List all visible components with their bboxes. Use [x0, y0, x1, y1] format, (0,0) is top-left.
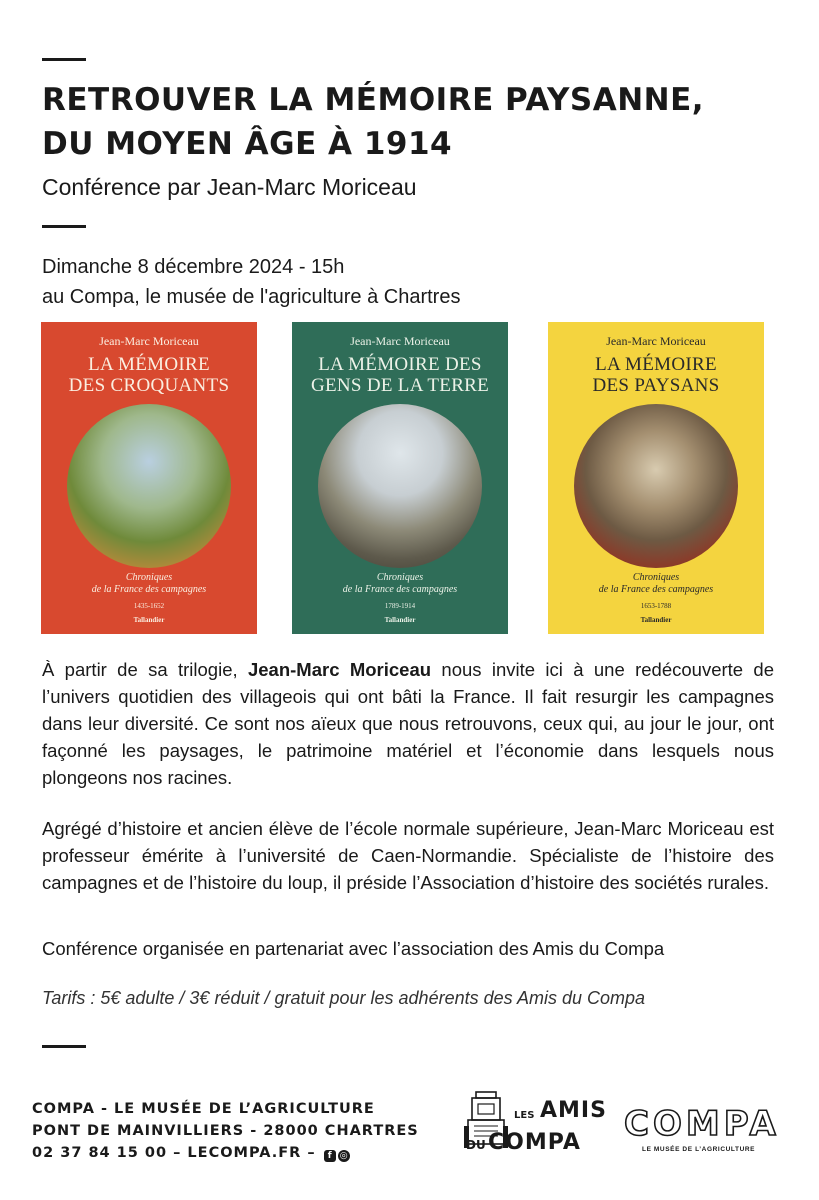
- cover-painting-image: [67, 404, 231, 568]
- book-publisher: Tallandier: [640, 616, 672, 624]
- pricing: Tarifs : 5€ adulte / 3€ réduit / gratuit pour les adhérents des Amis du Compa: [42, 988, 645, 1008]
- footer-line-3: [32, 1142, 419, 1164]
- partnership-paragraph: Conférence organisée en partenariat avec l’association des Amis du Compa: [42, 938, 665, 959]
- title-line-2: DU MOYEN ÂGE À 1914: [42, 126, 453, 162]
- book-publisher: Tallandier: [133, 616, 165, 624]
- amis-du-compa-logo: [462, 1086, 607, 1158]
- book-title-line-1: LA MÉMOIRE: [595, 354, 717, 375]
- event-info: [42, 252, 460, 312]
- amis-amis: AMIS: [540, 1098, 607, 1123]
- book-title: [292, 354, 508, 396]
- subtitle: Conférence par Jean-Marc Moriceau: [42, 174, 417, 200]
- footer-line-2: PONT DE MAINVILLIERS - 28000 CHARTRES: [32, 1123, 419, 1139]
- footer-contact: 02 37 84 15 00 – LECOMPA.FR –: [32, 1145, 316, 1161]
- book-title-line-2: GENS DE LA TERRE: [310, 375, 490, 396]
- amis-les: LES: [514, 1110, 535, 1121]
- book-series: [292, 572, 508, 596]
- book-title-line-1: LA MÉMOIRE: [88, 354, 210, 375]
- book-years: 1789-1914: [384, 602, 416, 610]
- cover-painting-image: [574, 404, 738, 568]
- book-cover-gens-de-la-terre: [292, 322, 508, 634]
- series-line-1: Chroniques: [125, 572, 173, 583]
- book-author: Jean-Marc Moriceau: [606, 334, 706, 348]
- event-date: Dimanche 8 décembre 2024 - 15h: [42, 256, 345, 278]
- compa-logo: [622, 1104, 787, 1160]
- series-line-2: de la France des campagnes: [598, 584, 714, 595]
- book-years: 1435-1652: [133, 602, 165, 610]
- book-cover-croquants: [41, 322, 257, 634]
- instagram-icon[interactable]: ◎: [338, 1150, 350, 1162]
- book-title-line-2: DES PAYSANS: [592, 375, 720, 396]
- book-series: [41, 572, 257, 596]
- bio-paragraph: Agrégé d’histoire et ancien élève de l’école normale supérieure, Jean-Marc Moriceau est professeur émérite à l’université de Caen-Normandie. Spécialiste de l’histoire des campagnes et de l’histoire du loup, il préside l’Association d’histoire des sociétés rurales.: [42, 818, 774, 893]
- compa-logo-subtitle: LE MUSÉE DE L’AGRICULTURE: [642, 1146, 756, 1153]
- footer-line-1: COMPA - LE MUSÉE DE L’AGRICULTURE: [32, 1101, 375, 1117]
- book-title-line-2: DES CROQUANTS: [68, 375, 230, 396]
- series-line-2: de la France des campagnes: [342, 584, 458, 595]
- bottom-rule: [42, 1045, 86, 1048]
- book-title: [548, 354, 764, 396]
- facebook-icon[interactable]: f: [324, 1150, 336, 1162]
- footer-address: [32, 1098, 419, 1164]
- amis-du: DU: [466, 1138, 486, 1152]
- cover-painting-image: [318, 404, 482, 568]
- page-title: [42, 78, 802, 166]
- title-line-1: RETROUVER LA MÉMOIRE PAYSANNE,: [42, 82, 705, 118]
- compa-logo-word: COMPA: [624, 1104, 780, 1144]
- amis-compa: COMPA: [488, 1130, 581, 1155]
- series-line-1: Chroniques: [632, 572, 680, 583]
- intro-text-start: À partir de sa trilogie,: [42, 659, 248, 680]
- book-years: 1653-1788: [640, 602, 672, 610]
- middle-rule: [42, 225, 86, 228]
- intro-paragraph: [42, 656, 774, 791]
- book-author: Jean-Marc Moriceau: [350, 334, 450, 348]
- book-cover-paysans: [548, 322, 764, 634]
- book-series: [548, 572, 764, 596]
- speaker-name: Jean-Marc Moriceau: [247, 659, 432, 680]
- series-line-2: de la France des campagnes: [91, 584, 207, 595]
- top-rule: [42, 58, 86, 61]
- series-line-1: Chroniques: [376, 572, 424, 583]
- intro-text-rest: nous invite ici à une redécouverte de l’univers quotidien des villageois qui ont bâti la France. Il fait resurgir les campagnes dans leur diversité. Ce sont nos aïeux que nous retrouvons, ceux qui, au jour le jour, ont façonné les paysages, le patrimoine matériel et l’économie dans lesquels nous plongeons nos racines.: [42, 659, 774, 788]
- event-place: au Compa, le musée de l'agriculture à Chartres: [42, 286, 461, 308]
- book-covers: [41, 322, 772, 634]
- book-title: [41, 354, 257, 396]
- book-publisher: Tallandier: [384, 616, 416, 624]
- book-author: Jean-Marc Moriceau: [99, 334, 199, 348]
- book-title-line-1: LA MÉMOIRE DES: [318, 354, 482, 375]
